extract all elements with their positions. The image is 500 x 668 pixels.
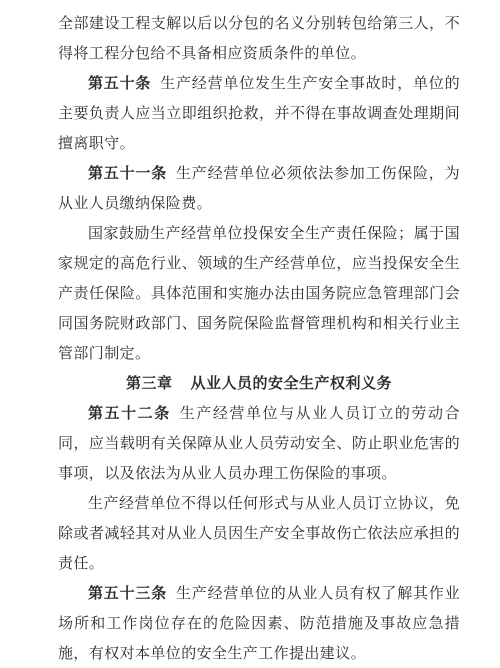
chapter-number: 第三章 — [125, 374, 173, 392]
article-53 — [58, 578, 460, 668]
paragraph-agreement: 生产经营单位不得以任何形式与从业人员订立协议，免除或者减轻其对从业人员因生产安全事故伤亡依法应承担的责任。 — [58, 494, 460, 572]
article-50 — [58, 68, 460, 158]
paragraph-continuation: 全部建设工程支解以后以分包的名义分别转包给第三人，不得将工程分包给不具备相应资质条件的单位。 — [58, 14, 460, 62]
paragraph-insurance: 国家鼓励生产经营单位投保安全生产责任保险；属于国家规定的高危行业、领域的生产经营单位，应当投保安全生产责任保险。具体范围和实施办法由国务院应急管理部门会同国务院财政部门、国务院保险监督管理机构和相关行业主管部门制定。 — [58, 224, 460, 362]
article-number: 第五十二条 — [88, 404, 171, 422]
article-51 — [58, 158, 460, 218]
article-text: 生产经营单位必须依法参加工伤保险，为从业人员缴纳保险费。 — [58, 164, 460, 212]
article-text: 生产经营单位与从业人员订立的劳动合同，应当载明有关保障从业人员劳动安全、防止职业危害的事项，以及依法为从业人员办理工伤保险的事项。 — [58, 404, 460, 482]
article-text: 生产经营单位发生生产安全事故时，单位的主要负责人应当立即组织抢救，并不得在事故调查处理期间擅离职守。 — [58, 74, 460, 152]
article-number: 第五十条 — [88, 74, 152, 92]
article-text: 生产经营单位的从业人员有权了解其作业场所和工作岗位存在的危险因素、防范措施及事故应急措施，有权对本单位的安全生产工作提出建议。 — [58, 584, 460, 662]
chapter-title: 从业人员的安全生产权利义务 — [190, 374, 393, 392]
article-number: 第五十三条 — [88, 584, 167, 602]
article-52 — [58, 398, 460, 488]
chapter-heading — [58, 368, 460, 398]
article-number: 第五十一条 — [88, 164, 167, 182]
